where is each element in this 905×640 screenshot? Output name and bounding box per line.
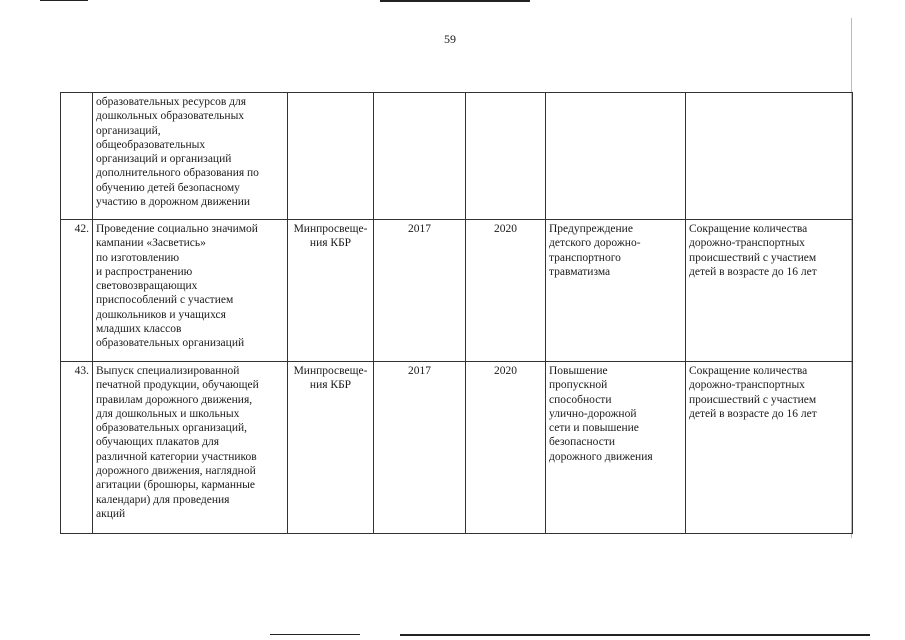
end-year-cell: 2020 [466,220,546,362]
indicator-link-cell [686,93,853,220]
table-row [61,220,853,362]
scan-edge-line-top-right [380,0,530,2]
indicator-link-cell: Сокращение количества дорожно-транспортных происшествий с участием детей в возрасте до 16 лет [686,220,853,362]
start-year-cell: 2017 [374,362,466,534]
row-number-cell: 43. [61,362,93,534]
page-number: 59 [444,32,456,46]
start-year-cell: 2017 [374,220,466,362]
row-number-cell [61,93,93,220]
direct-result-cell [546,93,686,220]
end-year-cell: 2020 [466,362,546,534]
table-row [61,362,853,534]
table-row [61,93,853,220]
scan-edge-line-bottom-right [400,634,870,636]
activity-cell: Проведение социально значимой кампании «Засветись» по изготовлению и распространению световозвращающих приспособлений с участием дошкольников и учащихся младших классов образовательных организаций [93,220,288,362]
executor-cell: Минпросвеще- ния КБР [288,362,374,534]
start-year-cell [374,93,466,220]
scan-edge-line-bottom-left [270,634,360,635]
activity-cell: образовательных ресурсов для дошкольных образовательных организаций, общеобразовательных организаций и организаций дополнительного образования по обучению детей безопасному участию в дорожном движении [93,93,288,220]
indicator-link-cell: Сокращение количества дорожно-транспортных происшествий с участием детей в возрасте до 16 лет [686,362,853,534]
end-year-cell [466,93,546,220]
direct-result-cell: Повышение пропускной способности улично-дорожной сети и повышение безопасности дорожного движения [546,362,686,534]
activities-table [60,92,853,534]
executor-cell: Минпросвеще- ния КБР [288,220,374,362]
direct-result-cell: Предупреждение детского дорожно- транспортного травматизма [546,220,686,362]
row-number-cell: 42. [61,220,93,362]
activity-cell: Выпуск специализированной печатной продукции, обучающей правилам дорожного движения, для дошкольных и школьных образовательных организаций, обучающих плакатов для различной категории участников дорожного движения, наглядной агитации (брошюры, карманные календари) для проведения акций [93,362,288,534]
executor-cell [288,93,374,220]
scan-edge-line-top-left [40,0,88,1]
